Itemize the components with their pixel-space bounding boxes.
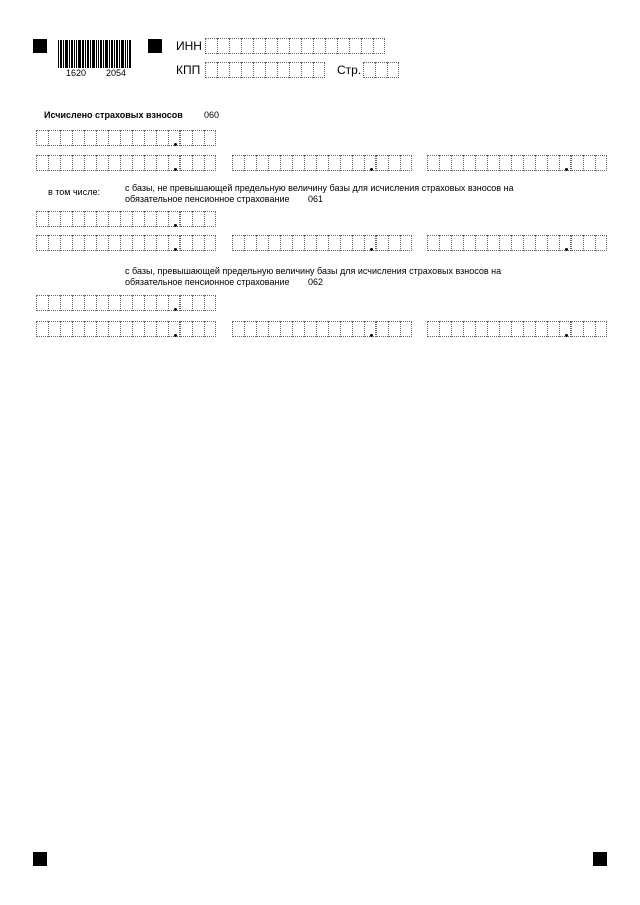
field-060-total-int[interactable] [36, 130, 180, 146]
field-060-m1-dec[interactable] [180, 155, 216, 171]
decimal-point [370, 168, 373, 171]
field-061-total-int[interactable] [36, 211, 180, 227]
decimal-point [174, 224, 177, 227]
barcode-number-left: 1620 [66, 68, 87, 78]
decimal-point [174, 168, 177, 171]
decimal-point [370, 334, 373, 337]
inn-label: ИНН [176, 39, 202, 53]
field-062-total-dec[interactable] [180, 295, 216, 311]
decimal-point [174, 308, 177, 311]
page-label: Стр. [337, 63, 362, 77]
decimal-point [565, 334, 568, 337]
decimal-point [174, 248, 177, 251]
field-060-m3-int[interactable] [427, 155, 571, 171]
barcode [58, 38, 138, 68]
row-061-line1: с базы, не превышающей предельную величину базы для исчисления страховых взносов на [125, 183, 514, 193]
field-062-m3-int[interactable] [427, 321, 571, 337]
row-061-line2: обязательное пенсионное страхование [125, 194, 290, 204]
field-062-m2-int[interactable] [232, 321, 376, 337]
decimal-point [174, 143, 177, 146]
field-061-m3-int[interactable] [427, 235, 571, 251]
field-060-m3-dec[interactable] [571, 155, 607, 171]
decimal-point [565, 168, 568, 171]
field-061-m1-dec[interactable] [180, 235, 216, 251]
corner-marker-bottom-left [33, 852, 47, 866]
kpp-label: КПП [176, 63, 201, 77]
decimal-point [565, 248, 568, 251]
inn-field[interactable] [205, 38, 385, 54]
field-062-m2-dec[interactable] [376, 321, 412, 337]
corner-marker-top-mid [148, 39, 162, 53]
kpp-field[interactable] [205, 62, 325, 78]
field-061-m1-int[interactable] [36, 235, 180, 251]
decimal-point [370, 248, 373, 251]
row-061-code: 061 [308, 194, 324, 204]
field-062-m3-dec[interactable] [571, 321, 607, 337]
decimal-point [174, 334, 177, 337]
field-061-m2-int[interactable] [232, 235, 376, 251]
field-062-m1-dec[interactable] [180, 321, 216, 337]
field-060-total-dec[interactable] [180, 130, 216, 146]
corner-marker-top-left [33, 39, 47, 53]
field-062-total-int[interactable] [36, 295, 180, 311]
barcode-number-right: 2054 [106, 68, 127, 78]
field-060-m2-dec[interactable] [376, 155, 412, 171]
field-060-m2-int[interactable] [232, 155, 376, 171]
section-code-060: 060 [204, 110, 220, 120]
including-label: в том числе: [48, 187, 100, 197]
field-060-m1-int[interactable] [36, 155, 180, 171]
field-061-total-dec[interactable] [180, 211, 216, 227]
row-062-line2: обязательное пенсионное страхование [125, 277, 290, 287]
field-061-m3-dec[interactable] [571, 235, 607, 251]
row-062-line1: с базы, превышающей предельную величину базы для исчисления страховых взносов на [125, 266, 502, 276]
section-title: Исчислено страховых взносов [44, 110, 183, 120]
corner-marker-bottom-right [593, 852, 607, 866]
page-number-field[interactable] [363, 62, 399, 78]
field-061-m2-dec[interactable] [376, 235, 412, 251]
row-062-code: 062 [308, 277, 324, 287]
field-062-m1-int[interactable] [36, 321, 180, 337]
